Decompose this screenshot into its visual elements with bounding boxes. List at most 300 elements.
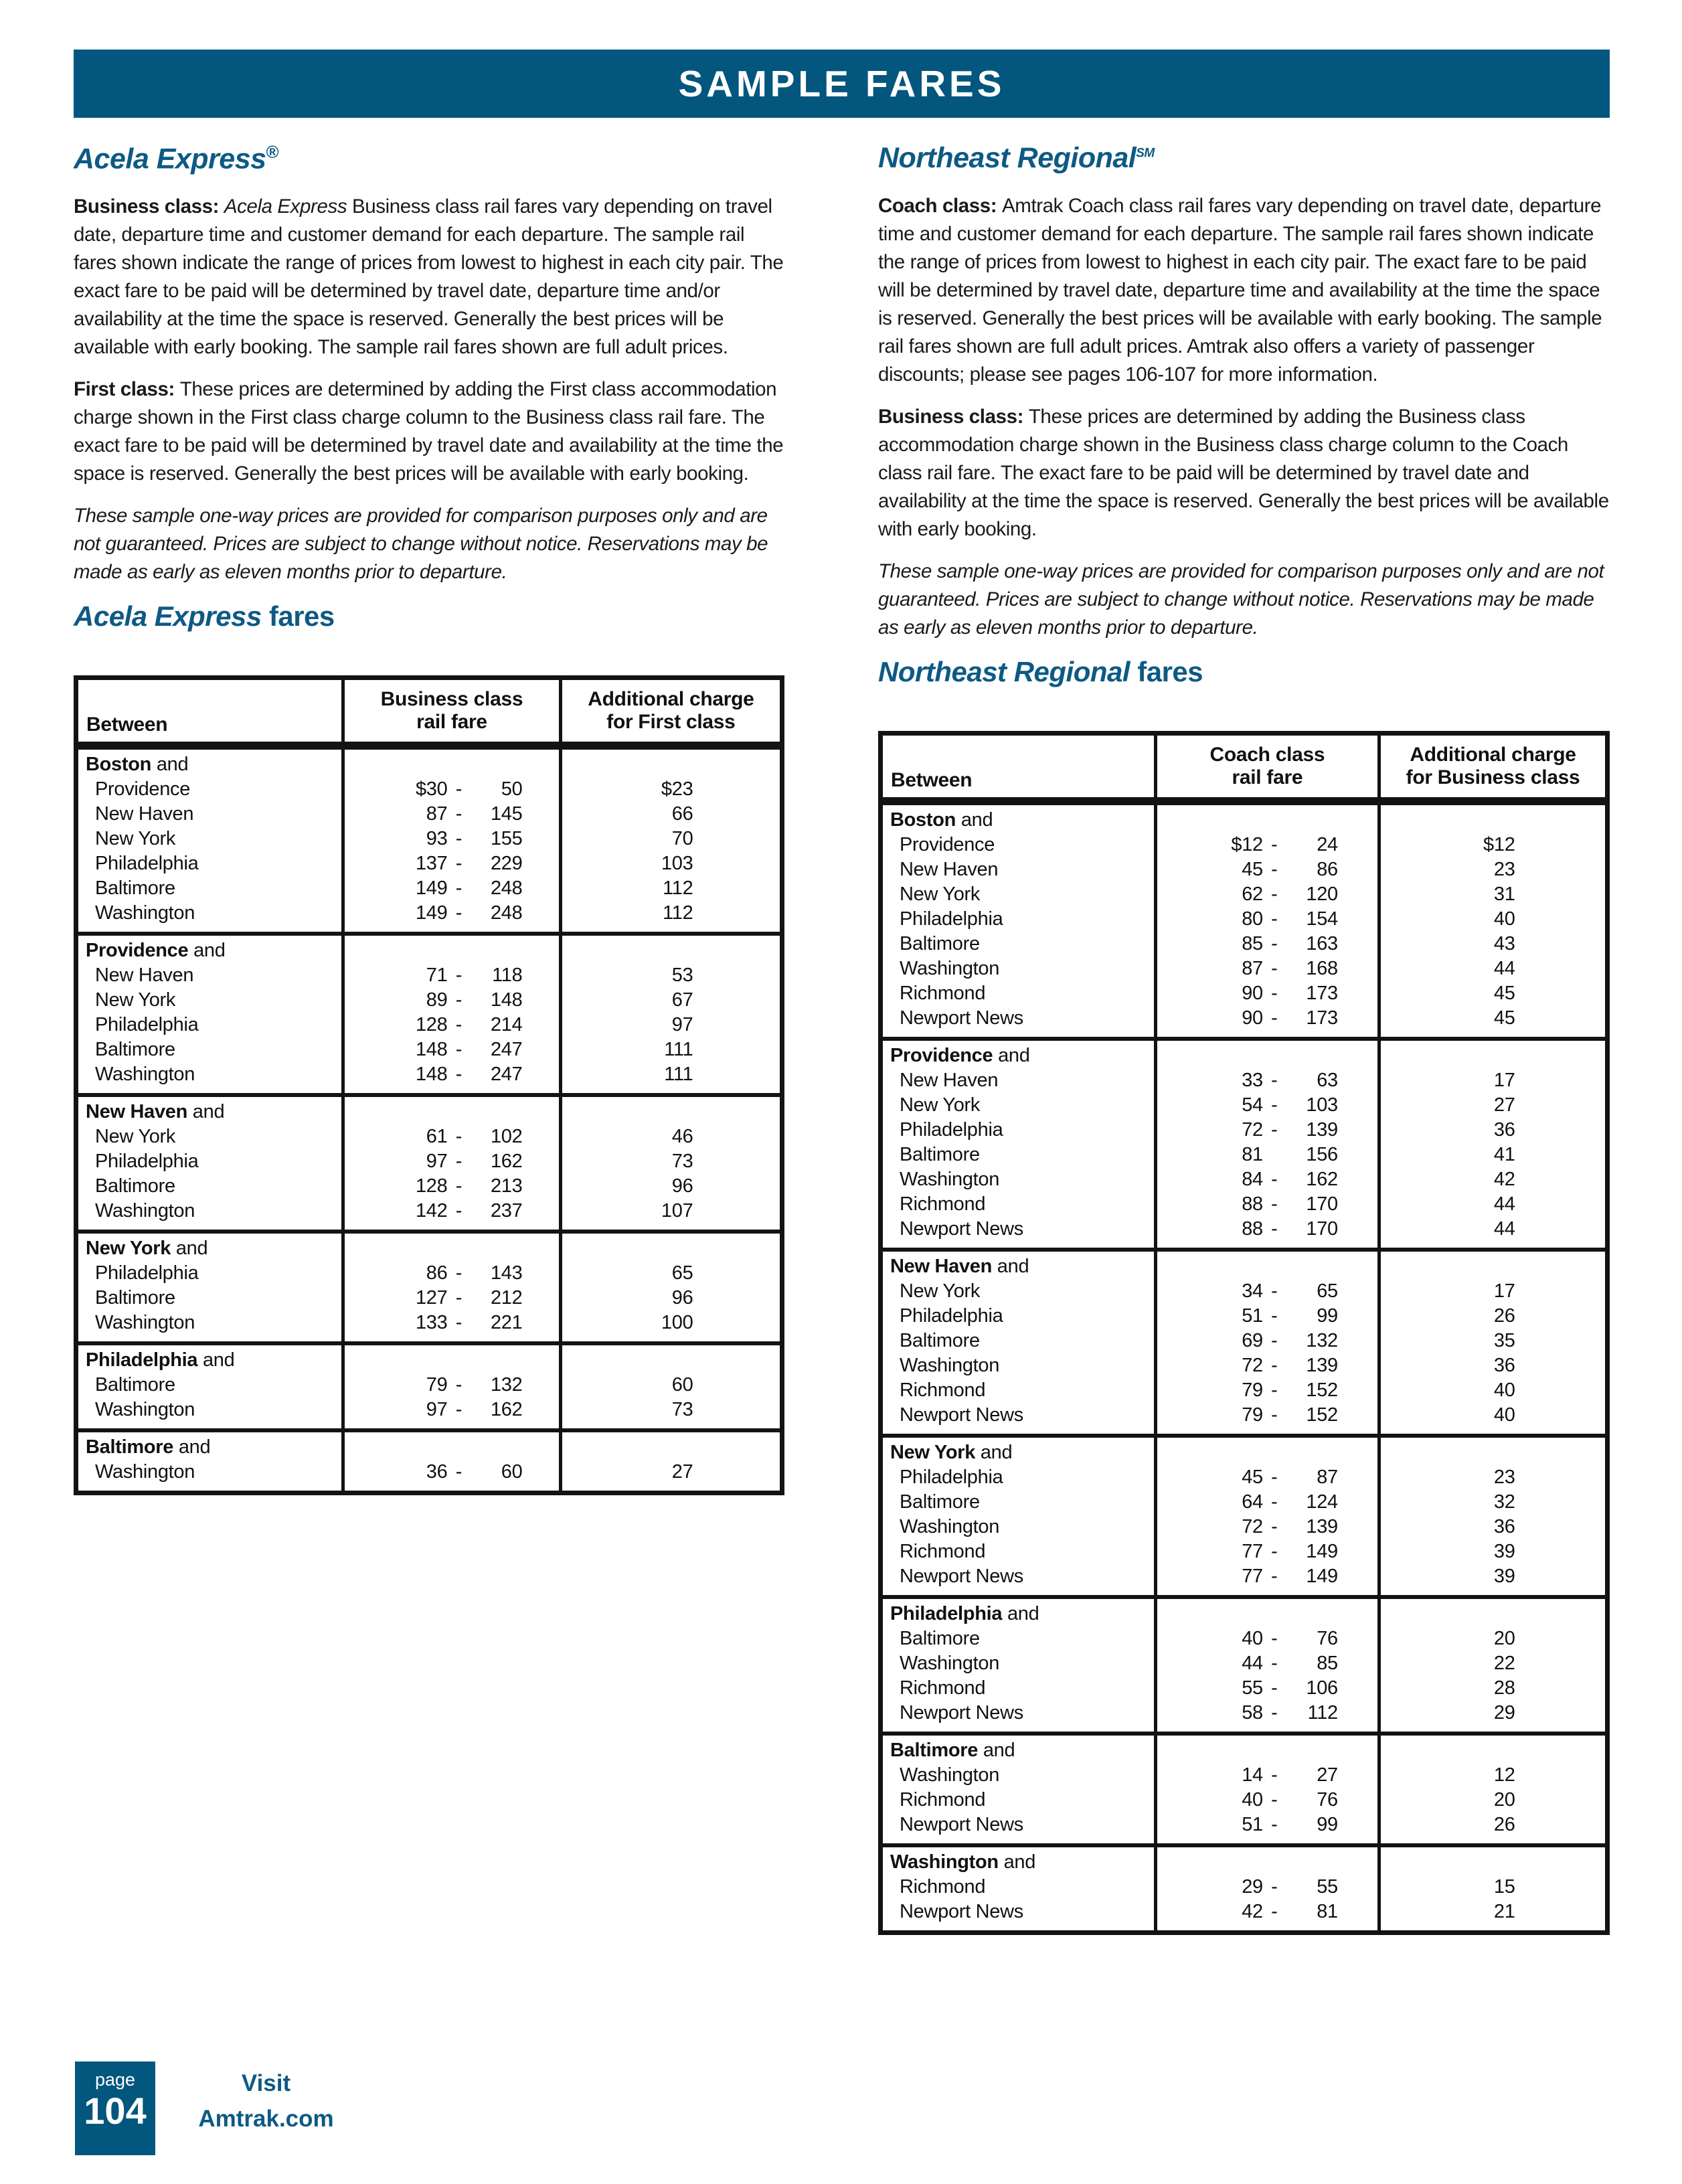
column-header-fare [1154, 736, 1377, 797]
acela-disclaimer: These sample one-way prices are provided for comparison purposes only and are not guaranteed. Prices are subject to change without notice. Reservations may be made as early as eleven months prior to departure. [74, 505, 768, 584]
fare-dash: - [455, 1312, 462, 1334]
charge-row [562, 1286, 780, 1311]
group-label: Boston and [86, 754, 189, 776]
charge-value: $12 [1483, 834, 1515, 855]
group-city: Philadelphia [86, 1349, 198, 1371]
charge-value: 112 [663, 877, 693, 900]
regional-disclaimer: These sample one-way prices are provided for comparison purposes only and are not guaranteed. Prices are subject to change without notice. Reservations may be made as early as eleven months prior to departure. [878, 560, 1604, 639]
banner-title: SAMPLE FARES [678, 63, 1005, 104]
fare-high: 118 [492, 964, 523, 987]
column-header-fare-line: rail fare [416, 711, 487, 734]
fare-low: 149 [415, 902, 448, 924]
fare-cell [1154, 805, 1377, 1037]
charge-row [1381, 1788, 1605, 1813]
fare-range [1157, 1490, 1377, 1515]
group-label: Boston and [890, 809, 993, 831]
group-label: Baltimore and [86, 1436, 211, 1458]
city-row: Baltimore [900, 1330, 980, 1351]
city-row: Newport News [900, 1901, 1023, 1922]
city-row: Baltimore [95, 877, 175, 900]
fare-range [1157, 1329, 1377, 1353]
regional-coach-class-lead: Coach class: [878, 195, 1002, 217]
fare-range [1157, 907, 1377, 932]
city-row: Baltimore [95, 1039, 175, 1061]
fare-low: 127 [415, 1287, 448, 1309]
charge-row [562, 1062, 780, 1087]
fare-group-philadelphia [78, 1341, 780, 1428]
fare-dash: - [455, 1262, 462, 1284]
fare-low: 89 [426, 989, 448, 1011]
fare-range [1157, 1143, 1377, 1167]
fare-range [1157, 1813, 1377, 1837]
group-label: New York and [86, 1238, 208, 1260]
city-row: Baltimore [900, 1144, 980, 1165]
spacer-line [1157, 1254, 1377, 1279]
fare-dash: - [1271, 1218, 1278, 1240]
charge-value: 43 [1493, 933, 1515, 954]
city-row: Richmond [900, 1193, 986, 1215]
spacer-line [562, 938, 780, 963]
fare-dash: - [1271, 1702, 1278, 1724]
fare-low: 44 [1242, 1653, 1263, 1674]
fare-high: 152 [1306, 1379, 1338, 1401]
fare-dash: - [455, 1399, 462, 1421]
fare-high: 154 [1306, 908, 1338, 930]
fare-range [1157, 833, 1377, 857]
charge-cell [1377, 1252, 1605, 1434]
charge-cell [559, 1097, 780, 1230]
fare-low: 149 [415, 877, 448, 900]
charge-row [562, 851, 780, 876]
city-row: New York [95, 989, 176, 1011]
acela-fares-heading-brand: Acela Express [74, 600, 262, 633]
charge-row [562, 1460, 780, 1485]
charge-value: 53 [671, 964, 693, 987]
charge-value: 46 [671, 1126, 693, 1148]
charge-row [1381, 1192, 1605, 1217]
charge-value: 17 [1493, 1070, 1515, 1091]
city-row: Washington [900, 1169, 1000, 1190]
charge-row [1381, 981, 1605, 1006]
fare-low: 88 [1242, 1193, 1263, 1215]
spacer-line [1157, 1440, 1377, 1465]
group-label: Philadelphia and [890, 1603, 1039, 1624]
fare-dash: - [1271, 1193, 1278, 1215]
fare-high: 155 [490, 828, 523, 850]
charge-cell [1377, 1438, 1605, 1595]
charge-row [1381, 857, 1605, 882]
fare-low: 87 [426, 803, 448, 825]
fare-low: 80 [1242, 908, 1263, 930]
charge-value: 97 [671, 1014, 693, 1036]
fare-dash: - [1271, 1355, 1278, 1376]
charge-value: 65 [671, 1262, 693, 1284]
column-header-between: Between [891, 769, 973, 791]
city-row: New York [95, 828, 176, 850]
charge-value: 40 [1493, 908, 1515, 930]
group-city: Washington [890, 1851, 999, 1873]
city-row: Newport News [900, 1404, 1023, 1426]
fare-low: 79 [426, 1374, 448, 1396]
charge-value: 96 [671, 1287, 693, 1309]
fare-high: 212 [490, 1287, 523, 1309]
fare-high: 170 [1306, 1218, 1338, 1240]
city-row: New York [900, 884, 981, 905]
fare-dash: - [1271, 1007, 1278, 1029]
city-row: Richmond [900, 1876, 986, 1898]
group-label: Providence and [890, 1045, 1030, 1066]
charge-row [1381, 833, 1605, 857]
charge-row [562, 1199, 780, 1224]
fare-group-philadelphia [883, 1595, 1605, 1732]
fare-high: 112 [1307, 1702, 1338, 1724]
spacer-line [1381, 1043, 1605, 1068]
acela-fares-heading-rest: fares [261, 600, 335, 633]
charge-row [562, 1037, 780, 1062]
between-cell [883, 1847, 1154, 1930]
registered-trademark-icon: ® [266, 142, 279, 162]
fare-low: 62 [1242, 884, 1263, 905]
spacer-line [345, 1435, 559, 1460]
fare-cell [341, 1345, 559, 1428]
fare-low: 72 [1242, 1516, 1263, 1537]
column-header-fare-line: rail fare [1232, 766, 1303, 788]
fare-high: 63 [1317, 1070, 1338, 1091]
fare-range [345, 1037, 559, 1062]
fare-high: 132 [490, 1374, 523, 1396]
spacer-line [345, 1236, 559, 1261]
page-badge-label: page [94, 2070, 136, 2090]
regional-fares-table [878, 731, 1610, 1935]
charge-value: 44 [1493, 1218, 1515, 1240]
group-label: Philadelphia and [86, 1349, 235, 1371]
charge-row [1381, 1564, 1605, 1589]
fare-dash: - [1271, 933, 1278, 954]
fare-dash: - [1271, 908, 1278, 930]
acela-business-class-text: Business class rail fares vary depending on travel date, departure time and customer demand for each departure. The sample rail fares shown indicate the range of prices from lowest to highest in each city pair. The exact fare to be paid will be determined by travel date, departure time and/or availability at the time the space is reserved. Generally the best prices will be available with early booking. The sample rail fares shown are full adult prices. [74, 195, 784, 359]
fare-group-new-york [78, 1230, 780, 1341]
fare-high: 170 [1306, 1193, 1338, 1215]
fare-high: 152 [1306, 1404, 1338, 1426]
fare-dash: - [1271, 1070, 1278, 1091]
fare-range [1157, 1217, 1377, 1242]
fare-range [1157, 1093, 1377, 1118]
regional-fares-heading-brand: Northeast Regional [878, 656, 1130, 687]
spacer-line [345, 752, 559, 777]
fare-high: 99 [1317, 1814, 1338, 1835]
city-row: Newport News [900, 1007, 1023, 1029]
charge-value: 36 [1493, 1516, 1515, 1537]
fare-dash: - [1271, 1280, 1278, 1302]
group-city: New Haven [890, 1256, 993, 1277]
charge-row [1381, 1118, 1605, 1143]
fare-dash: - [1271, 1653, 1278, 1674]
charge-value: 67 [671, 989, 693, 1011]
city-row: New Haven [95, 803, 194, 825]
fare-high: 248 [490, 902, 523, 924]
fare-dash: - [455, 828, 462, 850]
fare-range [1157, 1118, 1377, 1143]
fare-dash: - [455, 1287, 462, 1309]
fare-group-new-york [883, 1434, 1605, 1595]
fare-high: 55 [1317, 1876, 1338, 1898]
city-row: Philadelphia [900, 908, 1003, 930]
fare-dash: - [1271, 1094, 1278, 1116]
fare-dash: - [1271, 1628, 1278, 1649]
fare-range [1157, 1167, 1377, 1192]
city-row: Newport News [900, 1814, 1023, 1835]
fare-high: 168 [1306, 958, 1338, 979]
acela-business-class-paragraph [74, 193, 784, 361]
fare-low: 51 [1242, 1814, 1263, 1835]
fare-low: 88 [1242, 1218, 1263, 1240]
charge-value: 20 [1493, 1628, 1515, 1649]
charge-value: 107 [661, 1200, 693, 1222]
charge-row [562, 1373, 780, 1398]
fare-high: 50 [501, 778, 523, 801]
fare-dash: - [1271, 1379, 1278, 1401]
fare-high: 27 [1317, 1764, 1338, 1786]
charge-cell [1377, 1599, 1605, 1732]
fare-low: 40 [1242, 1789, 1263, 1811]
charge-value: 111 [664, 1039, 693, 1061]
acela-first-class-paragraph [74, 375, 784, 488]
fare-range [345, 1149, 559, 1174]
fare-high: 124 [1306, 1491, 1338, 1513]
charge-value: 103 [661, 853, 693, 875]
charge-row [562, 1124, 780, 1149]
fare-range [345, 1398, 559, 1422]
fare-dash: - [455, 877, 462, 900]
between-cell [78, 1097, 341, 1230]
fare-high: 99 [1317, 1305, 1338, 1327]
charge-cell [1377, 805, 1605, 1037]
fare-range [345, 827, 559, 851]
spacer-line [345, 1100, 559, 1124]
charge-value: 32 [1493, 1491, 1515, 1513]
fare-low: 29 [1242, 1876, 1263, 1898]
city-row: Baltimore [900, 933, 980, 954]
regional-business-class-lead: Business class: [878, 406, 1029, 428]
column-header-charge [559, 680, 780, 742]
fare-dash: - [1271, 1119, 1278, 1141]
city-row: Newport News [900, 1702, 1023, 1724]
fare-range [345, 876, 559, 901]
group-city: New Haven [86, 1101, 188, 1123]
city-row: Richmond [900, 1541, 986, 1562]
charge-value: 39 [1493, 1566, 1515, 1587]
fare-low: 54 [1242, 1094, 1263, 1116]
between-cell [883, 1599, 1154, 1732]
charge-value: 17 [1493, 1280, 1515, 1302]
regional-fares-heading [878, 656, 1610, 688]
fare-range [1157, 932, 1377, 956]
table-header-row [883, 736, 1605, 801]
city-row: Richmond [900, 1789, 986, 1811]
fare-range [345, 802, 559, 827]
column-header-fare-line: Business class [380, 688, 523, 711]
spacer-line [1157, 1738, 1377, 1763]
group-label: Baltimore and [890, 1740, 1015, 1761]
charge-row [562, 901, 780, 926]
fare-high: 65 [1317, 1280, 1338, 1302]
spacer-line [345, 938, 559, 963]
fare-high: 149 [1306, 1541, 1338, 1562]
northeast-regional-heading [878, 142, 1610, 175]
fare-range [345, 963, 559, 988]
column-header-between: Between [86, 713, 168, 736]
fare-dash: - [1271, 1566, 1278, 1587]
fare-low: 42 [1242, 1901, 1263, 1922]
fare-range [1157, 1651, 1377, 1676]
fare-range [1157, 1701, 1377, 1726]
fare-dash: - [1271, 1541, 1278, 1562]
charge-row [1381, 956, 1605, 981]
acela-express-section [74, 142, 784, 1495]
fare-group-boston [78, 746, 780, 932]
fare-dash: - [1271, 1404, 1278, 1426]
charge-row [562, 827, 780, 851]
charge-value: 27 [671, 1461, 693, 1483]
city-row: Philadelphia [95, 1151, 199, 1173]
city-row: Washington [900, 1653, 1000, 1674]
fare-range [345, 901, 559, 926]
fare-low: 33 [1242, 1070, 1263, 1091]
charge-row [1381, 1143, 1605, 1167]
charge-value: 12 [1493, 1764, 1515, 1786]
group-city: Providence [86, 940, 189, 962]
regional-business-class-paragraph [878, 403, 1610, 543]
fare-low: 148 [415, 1039, 448, 1061]
column-header-charge-line: for Business class [1406, 766, 1580, 788]
charge-value: 15 [1493, 1876, 1515, 1898]
service-mark-icon: SM [1136, 146, 1155, 161]
fare-high: 162 [1306, 1169, 1338, 1190]
charge-row [1381, 1068, 1605, 1093]
charge-row [1381, 1167, 1605, 1192]
fare-low: $12 [1231, 834, 1263, 855]
fare-high: 173 [1306, 1007, 1338, 1029]
fare-dash: - [455, 989, 462, 1011]
fare-dash: - [455, 853, 462, 875]
city-row: Philadelphia [95, 1262, 199, 1284]
charge-row [1381, 1403, 1605, 1428]
fare-high: 247 [490, 1064, 523, 1086]
acela-first-class-text: These prices are determined by adding the First class accommodation charge shown in the First class charge column to the Business class rail fare. The exact fare to be paid will be determined by travel date and availability at the time the space is reserved. Generally the best prices will be available with early booking. [74, 378, 784, 485]
group-label: New York and [890, 1442, 1013, 1463]
charge-cell [559, 750, 780, 932]
fare-high: 132 [1306, 1330, 1338, 1351]
group-city: New York [890, 1442, 976, 1463]
charge-row [1381, 1626, 1605, 1651]
charge-value: 22 [1493, 1653, 1515, 1674]
fare-high: 149 [1306, 1566, 1338, 1587]
charge-row [1381, 1813, 1605, 1837]
group-city: Boston [86, 754, 152, 776]
city-row: Washington [900, 1355, 1000, 1376]
fare-high: 148 [490, 989, 523, 1011]
fare-range [1157, 1353, 1377, 1378]
charge-value: 36 [1493, 1119, 1515, 1141]
fare-range [1157, 1515, 1377, 1539]
fare-low: 142 [415, 1200, 448, 1222]
fare-group-baltimore [883, 1732, 1605, 1843]
fare-high: 81 [1317, 1901, 1338, 1922]
fare-high: 106 [1306, 1677, 1338, 1699]
spacer-line [1381, 1850, 1605, 1875]
fare-low: 90 [1242, 1007, 1263, 1029]
fare-range [1157, 1068, 1377, 1093]
city-row: Richmond [900, 1379, 986, 1401]
fare-low: 55 [1242, 1677, 1263, 1699]
spacer-line [562, 1435, 780, 1460]
city-row: Newport News [900, 1566, 1023, 1587]
fare-dash: - [1271, 1814, 1278, 1835]
charge-value: 26 [1493, 1305, 1515, 1327]
fare-low: 137 [415, 853, 448, 875]
charge-row [1381, 1093, 1605, 1118]
charge-row [1381, 1515, 1605, 1539]
charge-value: 60 [671, 1374, 693, 1396]
group-city: Philadelphia [890, 1603, 1003, 1624]
between-cell [78, 1345, 341, 1428]
fare-low: 79 [1242, 1404, 1263, 1426]
charge-value: 21 [1493, 1901, 1515, 1922]
between-cell [883, 1736, 1154, 1843]
charge-value: 26 [1493, 1814, 1515, 1835]
fare-low: 90 [1242, 983, 1263, 1004]
city-row: Philadelphia [95, 853, 199, 875]
fare-dash: - [1271, 1516, 1278, 1537]
fare-dash: - [455, 1151, 462, 1173]
acela-express-heading [74, 142, 784, 175]
fare-high: 162 [490, 1151, 523, 1173]
city-row: Washington [900, 1764, 1000, 1786]
charge-row [562, 963, 780, 988]
city-row: Baltimore [95, 1374, 175, 1396]
spacer-line [1381, 1440, 1605, 1465]
charge-value: 29 [1493, 1702, 1515, 1724]
regional-coach-class-text: Amtrak Coach class rail fares vary depending on travel date, departure time and customer demand for each departure. The sample rail fares shown indicate the range of prices from lowest to highest in each city pair. The exact fare to be paid will be determined by travel date, departure time and availability at the time the space is reserved. Generally the best prices will be available with early booking. The sample rail fares shown are full adult prices. Amtrak also offers a variety of passenger discounts; please see pages 106-107 for more information. [878, 195, 1602, 386]
spacer-line [345, 1348, 559, 1373]
charge-value: 100 [661, 1312, 693, 1334]
group-city: Providence [890, 1045, 993, 1066]
city-row: Washington [95, 1312, 195, 1334]
city-row: Washington [95, 1399, 195, 1421]
fare-range [1157, 882, 1377, 907]
city-row: Washington [95, 1461, 195, 1483]
spacer-line [562, 752, 780, 777]
fare-high: 173 [1306, 983, 1338, 1004]
acela-fares-heading [74, 600, 784, 633]
charge-row [562, 1174, 780, 1199]
fare-cell [1154, 1599, 1377, 1732]
visit-amtrak-text [194, 2066, 338, 2136]
fare-range [345, 1311, 559, 1335]
fare-range [1157, 1279, 1377, 1304]
regional-fares-heading-rest: fares [1130, 656, 1203, 687]
acela-express-heading-text: Acela Express [74, 143, 266, 175]
group-label: New Haven and [86, 1101, 225, 1123]
regional-business-class-text: These prices are determined by adding the Business class accommodation charge shown in the Business class charge column to the Coach class rail fare. The exact fare to be paid will be determined by travel date and availability at the time the space is reserved. Generally the best prices will be available with early booking. [878, 406, 1609, 540]
fare-high: 145 [490, 803, 523, 825]
charge-value: 45 [1493, 983, 1515, 1004]
city-row: New Haven [95, 964, 194, 987]
spacer-line [1157, 1602, 1377, 1626]
charge-value: 40 [1493, 1404, 1515, 1426]
fare-low: 77 [1242, 1541, 1263, 1562]
fare-high: 214 [490, 1014, 523, 1036]
